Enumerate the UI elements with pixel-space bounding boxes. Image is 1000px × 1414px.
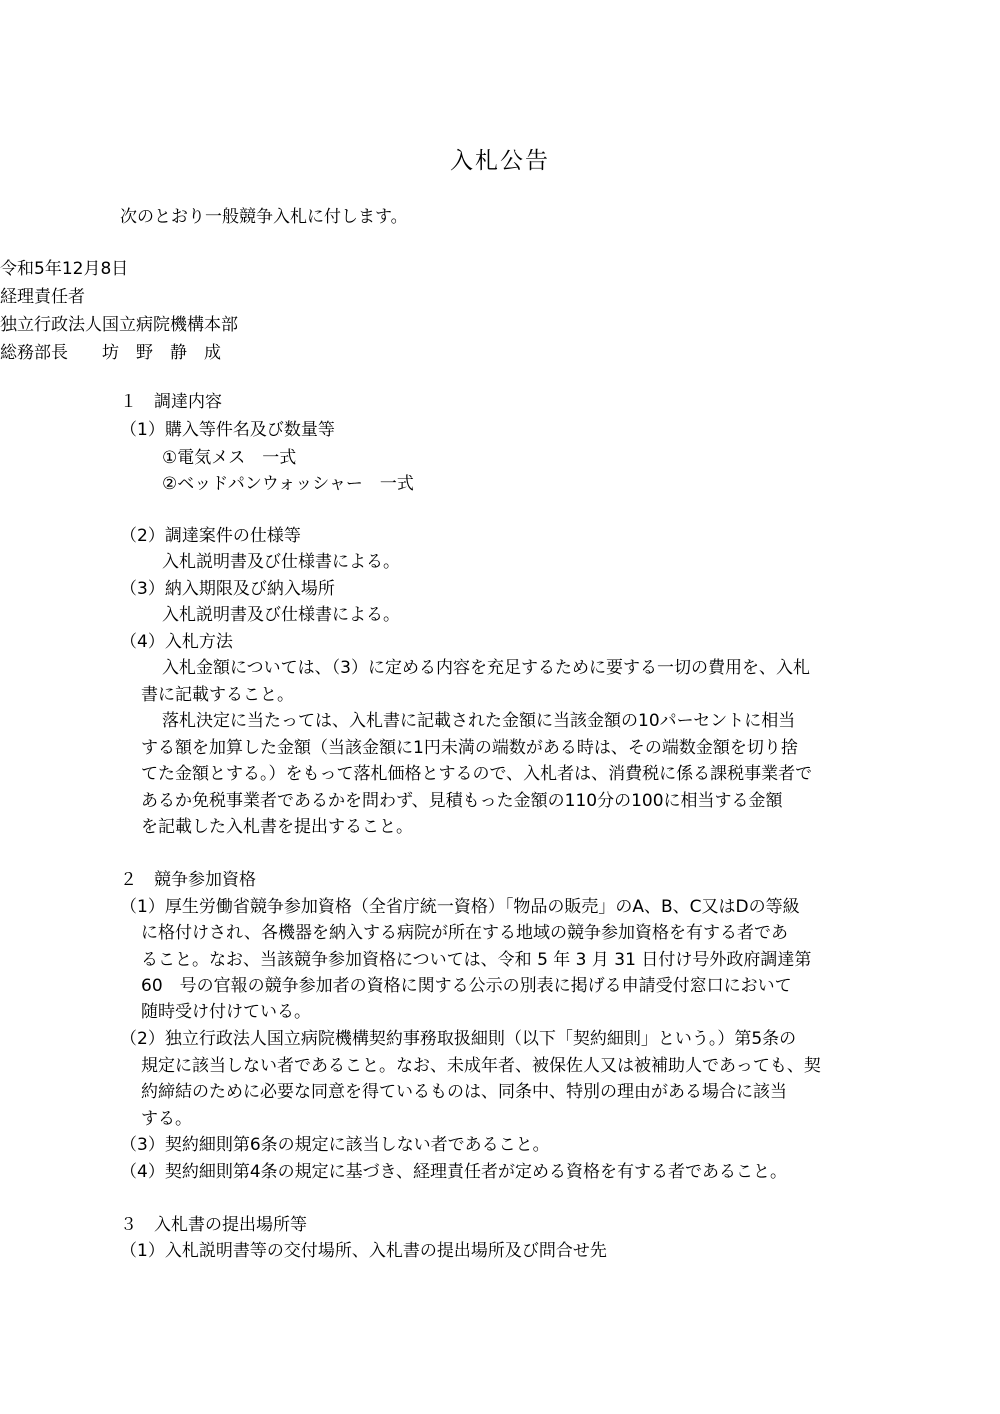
section1-item4-p2-line2: する額を加算した金額（当該金額に1円未満の端数がある時は、その端数金額を切り捨 (141, 738, 798, 758)
section2-item3-line1: （3）契約細則第6条の規定に該当しない者であること。 (120, 1135, 550, 1155)
section1-item4-p2-line4: あるか免税事業者であるかを問わず、見積もった金額の110分の100に相当する金額 (141, 791, 783, 811)
section1-item2-heading: （2）調達案件の仕様等 (120, 526, 301, 546)
section1-item2-line1: 入札説明書及び仕様書による。 (162, 552, 400, 572)
issuer-organization: 独立行政法人国立病院機構本部 (0, 315, 238, 335)
section3-heading: ３ 入札書の提出場所等 (120, 1215, 307, 1235)
section2-item1-line3: ること。なお、当該競争参加資格については、令和 5 年 3 月 31 日付け号外政府調達第 (141, 950, 812, 970)
document-title: 入札公告 (450, 148, 550, 174)
section2-item2-line4: する。 (141, 1109, 192, 1129)
section2-item2-line3: 約締結のために必要な同意を得ているものは、同条中、特別の理由がある場合に該当 (141, 1082, 787, 1102)
section1-item4-p1-line2: 書に記載すること。 (141, 685, 294, 705)
section1-item3-heading: （3）納入期限及び納入場所 (120, 579, 335, 599)
section2-heading: ２ 競争参加資格 (120, 870, 256, 890)
section2-item2-line1: （2）独立行政法人国立病院機構契約事務取扱細則（以下「契約細則」という。）第5条の (120, 1029, 797, 1049)
section1-item1-line1: ①電気メス 一式 (162, 448, 297, 468)
section1-item4-p1-line1: 入札金額については、（3）に定める内容を充足するために要する一切の費用を、入札 (162, 658, 810, 678)
section1-item1-line2: ②ベッドパンウォッシャー 一式 (162, 474, 414, 494)
section1-item3-line1: 入札説明書及び仕様書による。 (162, 605, 400, 625)
section1-heading: １ 調達内容 (120, 392, 222, 412)
section3-item1-line1: （1）入札説明書等の交付場所、入札書の提出場所及び問合せ先 (120, 1241, 607, 1261)
section2-item1-line2: に格付けされ、各機器を納入する病院が所在する地域の競争参加資格を有する者であ (141, 923, 789, 943)
section1-item4-p2-line3: てた金額とする。）をもって落札価格とするので、入札者は、消費税に係る課税事業者で (141, 764, 813, 784)
section2-item1-line5: 随時受け付けている。 (141, 1002, 311, 1022)
section1-item4-p2-line5: を記載した入札書を提出すること。 (141, 817, 413, 837)
section1-item1-heading: （1）購入等件名及び数量等 (120, 420, 335, 440)
intro-text: 次のとおり一般競争入札に付します。 (120, 207, 408, 227)
section1-item4-heading: （4）入札方法 (120, 632, 233, 652)
section1-item4-p2-line1: 落札決定に当たっては、入札書に記載された金額に当該金額の10パーセントに相当 (162, 711, 796, 731)
issuer-person: 総務部長 坊 野 静 成 (0, 343, 221, 363)
section2-item4-line1: （4）契約細則第4条の規定に基づき、経理責任者が定める資格を有する者であること。 (120, 1162, 787, 1182)
issue-date: 令和5年12月8日 (0, 259, 129, 279)
section2-item1-line1: （1）厚生労働省競争参加資格（全省庁統一資格）「物品の販売」のA、B、C又はDの等級 (120, 897, 800, 917)
section2-item1-line4: 60 号の官報の競争参加者の資格に関する公示の別表に掲げる申請受付窓口において (141, 976, 792, 996)
issuer-role: 経理責任者 (0, 287, 85, 307)
section2-item2-line2: 規定に該当しない者であること。なお、未成年者、被保佐人又は被補助人であっても、契 (141, 1056, 821, 1076)
